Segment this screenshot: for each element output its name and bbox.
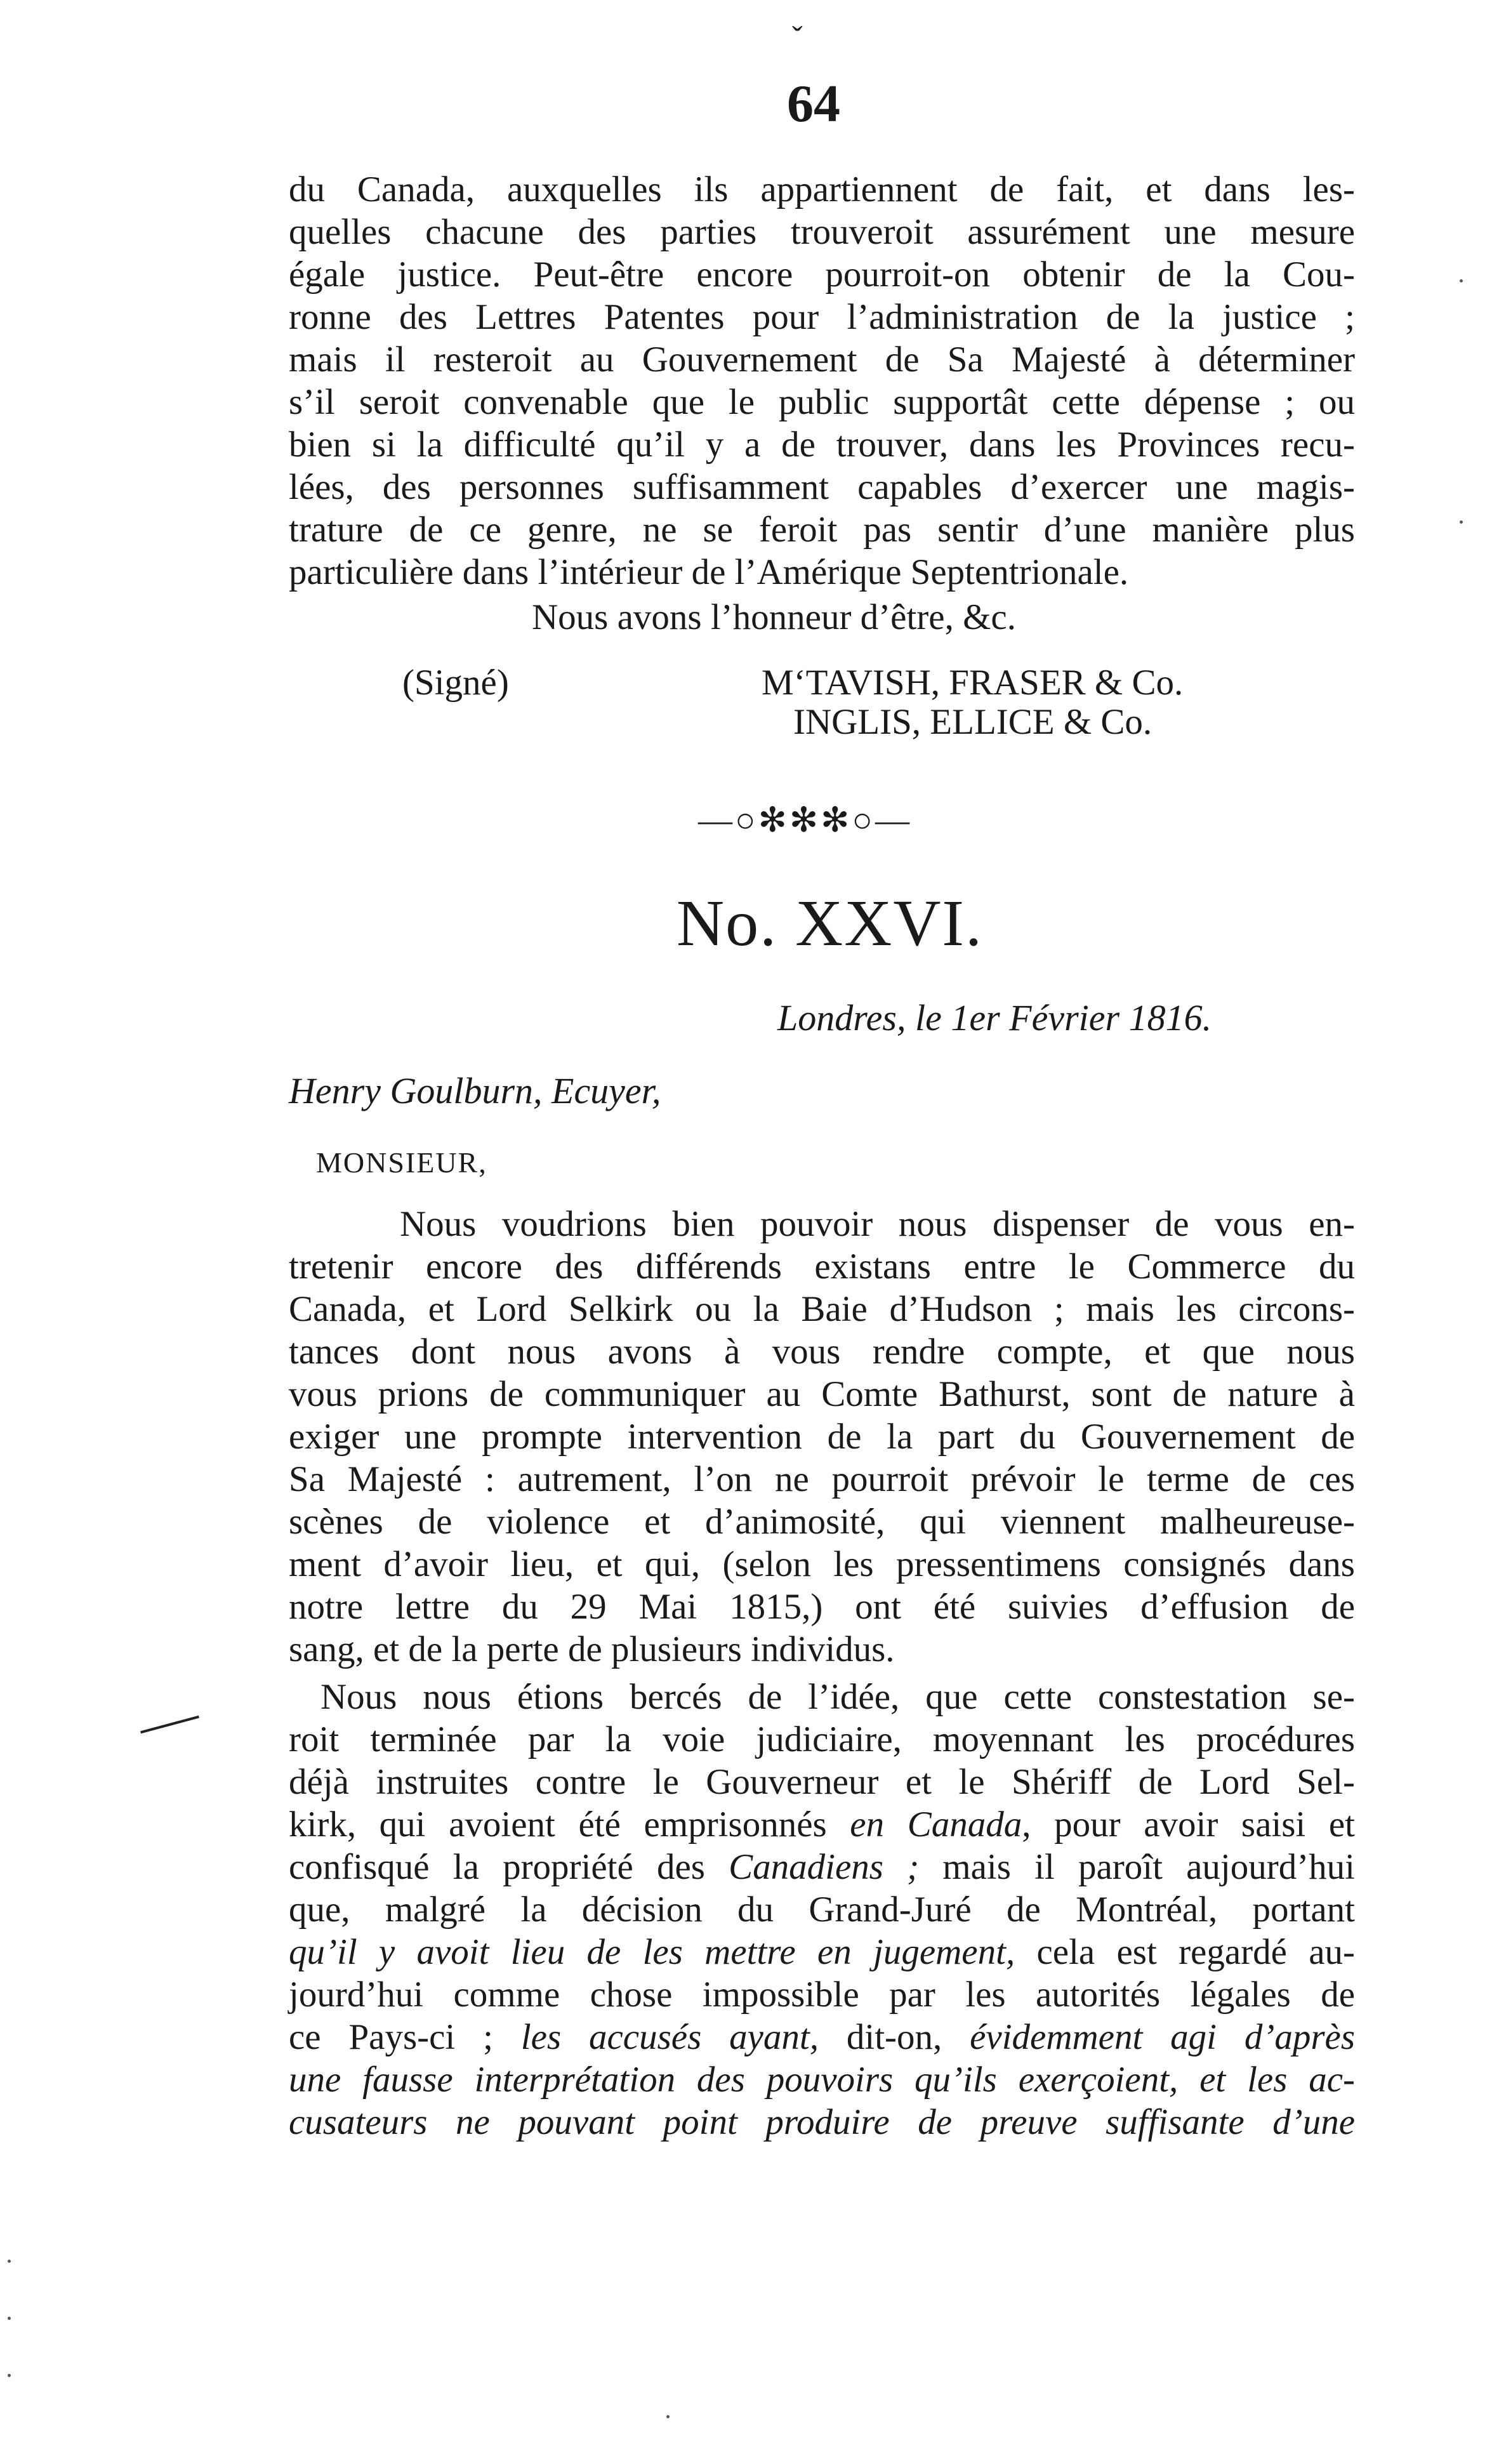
text-line: [289, 1803, 1355, 1846]
text-line: [289, 2016, 1355, 2058]
text-line: Canada, et Lord Selkirk ou la Baie d’Hudson ; mais les circons-: [289, 1289, 1355, 1329]
text-line: égale justice. Peut-être encore pourroit-on obtenir de la Cou-: [289, 255, 1355, 295]
text-run: mais il paroît aujourd’hui: [919, 1847, 1356, 1887]
italic-run: les accusés ayant,: [520, 2017, 819, 2057]
paper-speck: [8, 2317, 11, 2320]
text-line: Sa Majesté : autrement, l’on ne pourroit prévoir le terme de ces: [289, 1459, 1355, 1499]
section-ornament: —○✻✻✻○—: [698, 801, 912, 839]
text-run: dit-on,: [819, 2017, 970, 2057]
text-line: ment d’avoir lieu, et qui, (selon les pressentimens consignés dans: [289, 1544, 1355, 1584]
page-number: 64: [787, 74, 840, 133]
text-line: s’il seroit convenable que le public supportât cette dépense ; ou: [289, 382, 1355, 422]
italic-run: Canadiens ;: [729, 1847, 920, 1887]
signatory-1: M‘TAVISH, FRASER & Co.: [762, 663, 1184, 703]
text-line: jourd’hui comme chose impossible par les autorités légales de: [289, 1975, 1355, 2015]
text-line: déjà instruites contre le Gouverneur et le Shériff de Lord Sel-: [289, 1762, 1355, 1802]
text-line: bien si la difficulté qu’il y a de trouver, dans les Provinces recu-: [289, 425, 1355, 465]
text-line: [289, 1846, 1355, 1888]
signatory-2: INGLIS, ELLICE & Co.: [793, 702, 1152, 742]
text-run: cela est regardé au-: [1015, 1932, 1355, 1972]
text-line: exiger une prompte intervention de la part du Gouvernement de: [289, 1417, 1355, 1457]
text-line: scènes de violence et d’animosité, qui viennent malheureuse-: [289, 1502, 1355, 1542]
text-line: du Canada, auxquelles ils appartiennent de fait, et dans les-: [289, 169, 1355, 209]
text-line: [289, 1931, 1355, 1973]
italic-run: en Canada: [850, 1805, 1022, 1845]
document-number: No. XXVI.: [677, 887, 984, 960]
text-run: , pour avoir saisi et: [1022, 1805, 1355, 1845]
italic-run: qu’il y avoit lieu de les mettre en jugement,: [289, 1932, 1015, 1972]
paper-speck: [8, 2374, 11, 2377]
text-line: tances dont nous avons à vous rendre compte, et que nous: [289, 1332, 1355, 1372]
text-line: vous prions de communiquer au Comte Bathurst, sont de nature à: [289, 1374, 1355, 1414]
text-run: kirk, qui avoient été emprisonnés: [289, 1805, 850, 1845]
salutation: MONSIEUR,: [316, 1146, 487, 1179]
page-mark: ˇ: [792, 20, 803, 55]
paper-speck: [666, 2415, 670, 2418]
text-line: notre lettre du 29 Mai 1815,) ont été suivies d’effusion de: [289, 1587, 1355, 1627]
text-line: lées, des personnes suffisamment capables d’exercer une magis-: [289, 467, 1355, 507]
paper-speck: [8, 2260, 11, 2263]
text-line: sang, et de la perte de plusieurs individus.: [289, 1629, 895, 1669]
text-line: cusateurs ne pouvant point produire de preuve suffisante d’une: [289, 2102, 1355, 2142]
text-line: mais il resteroit au Gouvernement de Sa Majesté à déterminer: [289, 340, 1355, 380]
paragraph-1: [289, 1203, 1355, 1671]
text-line: Nous nous étions bercés de l’idée, que cette constestation se-: [320, 1677, 1355, 1717]
italic-run: évidemment agi d’après: [970, 2017, 1356, 2057]
text-line: ronne des Lettres Patentes pour l’administration de la justice ;: [289, 297, 1355, 337]
text-line: quelles chacune des parties trouveroit assurément une mesure: [289, 212, 1355, 252]
text-line: particulière dans l’intérieur de l’Amérique Septentrionale.: [289, 552, 1129, 592]
paragraph-2: [289, 1676, 1355, 2143]
text-run: ce Pays-ci ;: [289, 2017, 521, 2057]
paper-speck: [1460, 520, 1463, 524]
text-line: Nous voudrions bien pouvoir nous dispenser de vous en-: [400, 1204, 1355, 1244]
text-run: confisqué la propriété des: [289, 1847, 729, 1887]
text-line: roit terminée par la voie judiciaire, moyennant les procédures: [289, 1719, 1355, 1759]
text-line: tretenir encore des différends existans entre le Commerce du: [289, 1247, 1355, 1287]
text-line: une fausse interprétation des pouvoirs qu’ils exerçoient, et les ac-: [289, 2060, 1355, 2100]
dateline: Londres, le 1er Février 1816.: [777, 997, 1212, 1038]
text-line: que, malgré la décision du Grand-Juré de Montréal, portant: [289, 1890, 1355, 1930]
margin-mark: [140, 1716, 199, 1733]
addressee: Henry Goulburn, Ecuyer,: [289, 1070, 661, 1111]
paper-speck: [1460, 279, 1463, 282]
signed-label: (Signé): [402, 663, 509, 703]
letter-end-text: [289, 168, 1355, 593]
letter-closing: Nous avons l’honneur d’être, &c.: [532, 597, 1016, 637]
text-line: trature de ce genre, ne se feroit pas sentir d’une manière plus: [289, 510, 1355, 550]
